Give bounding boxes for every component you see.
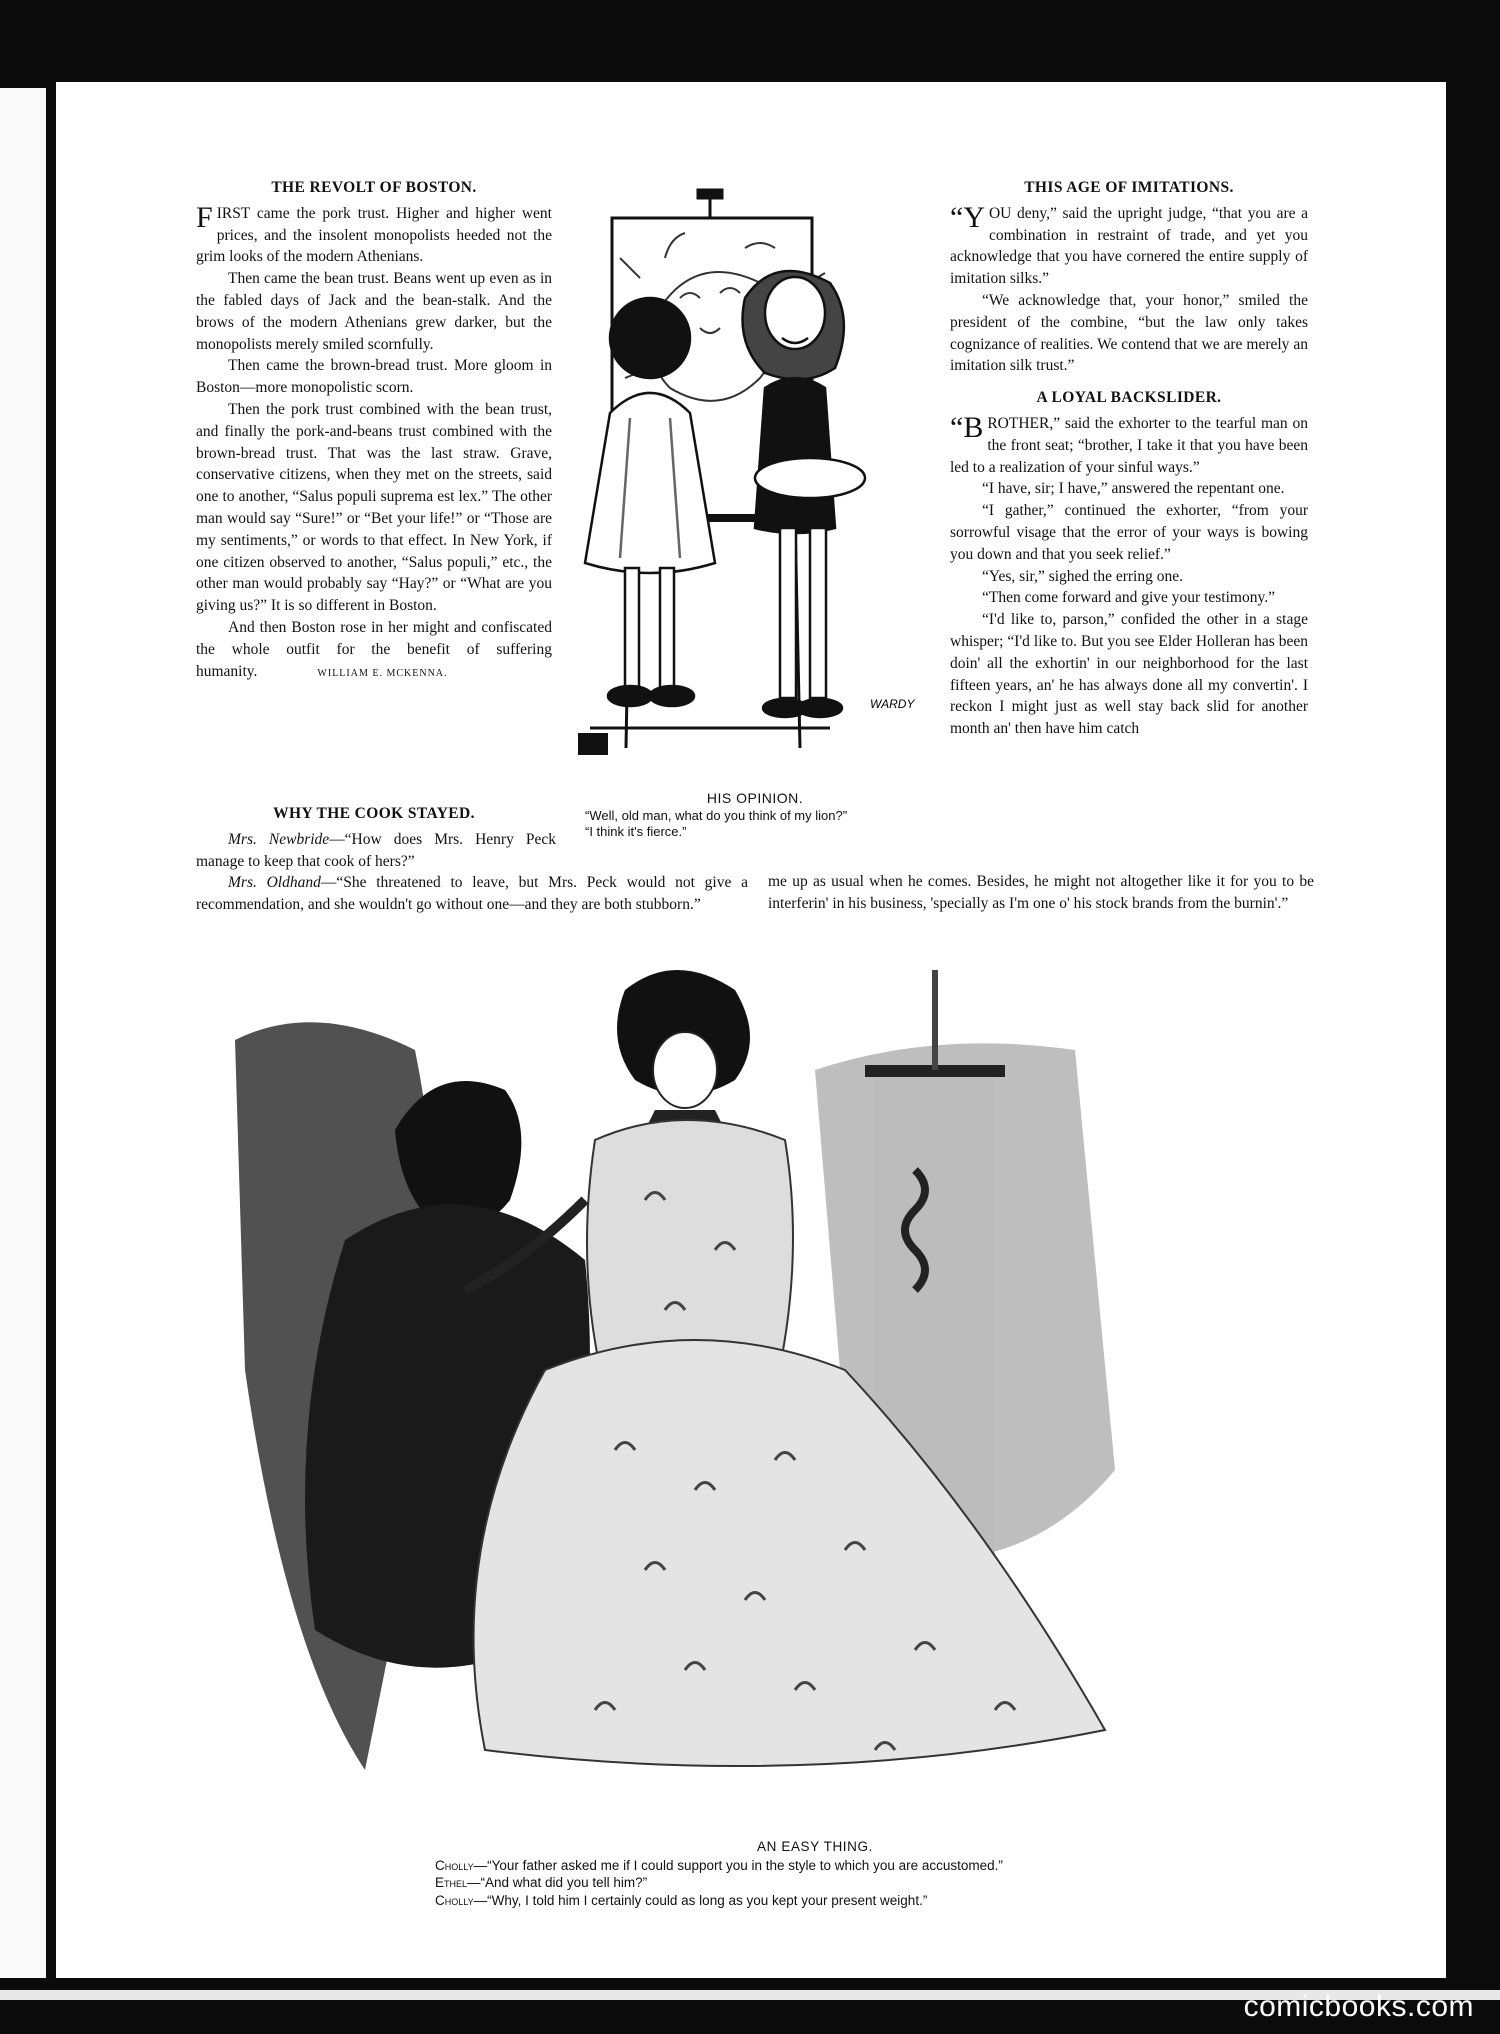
his-opinion-caption xyxy=(565,790,945,840)
dialogue-text: —“Your father asked me if I could support you in the style to which you are accustomed.” xyxy=(473,1857,1003,1873)
dialogue-text: —“And what did you tell him?” xyxy=(467,1875,648,1890)
paragraph: Then the pork trust combined with the bean trust, and finally the pork-and-beans trust combined with the brown-bread trust. That was the last straw. Grave, conservative citizens, when they met on the streets, said one to another, “Salus populi suprema est lex.” The other man would say “Sure!” or “Bet your life!” or “Those are my sentiments,” or words to that effect. In New York, if one citizen observed to another, “Salus populi,” etc., the other man would probably say “Hay?” or “What are you giving us?” It is so different in Boston. xyxy=(196,400,552,615)
paragraph: “I have, sir; I have,” answered the repentant one. xyxy=(982,480,1285,498)
paragraph xyxy=(950,200,1308,290)
drop-cap: “B xyxy=(950,410,984,444)
paragraph xyxy=(950,410,1308,478)
caption-line xyxy=(435,1857,1195,1875)
headline-backslider: A LOYAL BACKSLIDER. xyxy=(1036,389,1222,407)
caption-line: “Well, old man, what do you think of my lion?” xyxy=(585,808,848,823)
dialogue-text: —“She threatened to leave, but Mrs. Peck would not give a recommendation, and she wouldn't go without one—and they are both stubborn.” xyxy=(196,874,748,914)
caption-line xyxy=(435,1874,1195,1892)
speaker-name: Cholly xyxy=(435,1857,474,1873)
paragraph xyxy=(196,200,552,268)
paragraph: “Then come forward and give your testimony.” xyxy=(982,589,1275,607)
byline: WILLIAM E. MCKENNA. xyxy=(317,667,448,679)
paragraph: Then came the brown-bread trust. More gloom in Boston—more monopolistic scorn. xyxy=(196,357,552,397)
speaker-name: Mrs. Newbride xyxy=(228,830,330,848)
his-opinion-illustration xyxy=(570,188,940,788)
watermark: comicbooks.com xyxy=(1243,1990,1474,2023)
speaker-name: Mrs. Oldhand xyxy=(228,874,321,892)
paragraph xyxy=(196,617,552,684)
paragraph-text: IRST came the pork trust. Higher and higher went prices, and the insolent monopolists heeded not the grim looks of the modern Athenians. xyxy=(196,204,552,266)
caption-title: AN EASY THING. xyxy=(757,1839,873,1854)
headline-imitations: THIS AGE OF IMITATIONS. xyxy=(1024,179,1234,196)
caption-line: “I think it's fierce.” xyxy=(585,824,687,839)
an-easy-thing-caption xyxy=(435,1838,1195,1909)
paragraph: “Yes, sir,” sighed the erring one. xyxy=(982,567,1183,585)
drop-cap: F xyxy=(196,200,213,234)
paragraph-text: ROTHER,” said the exhorter to the tearful man on the front seat; “brother, I take it that you have been led to a realization of your sinful ways.” xyxy=(950,414,1308,476)
paragraph: “I'd like to, parson,” confided the other in a stage whisper; “I'd like to. But you see Elder Holleran has been doin' all the exhortin' in our neighborhood for the last fifteen years, an' he has always done all my convertin'. I reckon I might just as well stay back slid for another month an' then have him catch xyxy=(950,611,1308,738)
paragraph: “We acknowledge that, your honor,” smiled the president of the combine, “but the law only takes cognizance of realities. We contend that we are merely an imitation silk trust.” xyxy=(950,291,1308,375)
caption-line xyxy=(435,1892,1195,1910)
headline-cook: WHY THE COOK STAYED. xyxy=(273,805,475,822)
article-revolt-of-boston xyxy=(196,177,552,684)
dialogue-text: —“How does Mrs. Henry Peck manage to keep that cook of hers?” xyxy=(196,830,556,870)
paragraph: me up as usual when he comes. Besides, he might not altogether like it for you to be interferin' in his business, 'specially as I'm one o' his stock brands from the burnin'.” xyxy=(768,873,1314,912)
backslider-continuation xyxy=(768,871,1314,915)
paragraph xyxy=(196,872,748,916)
artist-signature: WARDY xyxy=(870,697,915,711)
dialogue-text: —“Why, I told him I certainly could as long as you kept your present weight.” xyxy=(473,1892,928,1908)
right-column xyxy=(950,177,1308,740)
drop-cap: “Y xyxy=(950,200,985,234)
paragraph: “I gather,” continued the exhorter, “from your sorrowful visage that the error of your ways is bowing you down and that you seek relief.” xyxy=(950,502,1308,563)
paragraph-text: And then Boston rose in her might and confiscated the whole outfit for the benefit of suffering humanity. xyxy=(196,618,552,680)
scan-left-edge xyxy=(0,88,46,1978)
caption-title: HIS OPINION. xyxy=(706,790,804,806)
speaker-name: Ethel xyxy=(435,1875,468,1890)
paragraph xyxy=(196,829,556,873)
paragraph-text: OU deny,” said the upright judge, “that you are a combination in restraint of trade, and yet you acknowledge that you have cornered the entire supply of imitation silks.” xyxy=(950,204,1308,288)
speaker-name: Cholly xyxy=(435,1892,474,1908)
paragraph: Then came the bean trust. Beans went up even as in the fabled days of Jack and the bean-stalk. And the brows of the modern Athenians grew darker, but the monopolists merely smiled scornfully. xyxy=(196,270,552,353)
an-easy-thing-illustration xyxy=(215,950,1295,1830)
headline-revolt: THE REVOLT OF BOSTON. xyxy=(271,179,477,196)
